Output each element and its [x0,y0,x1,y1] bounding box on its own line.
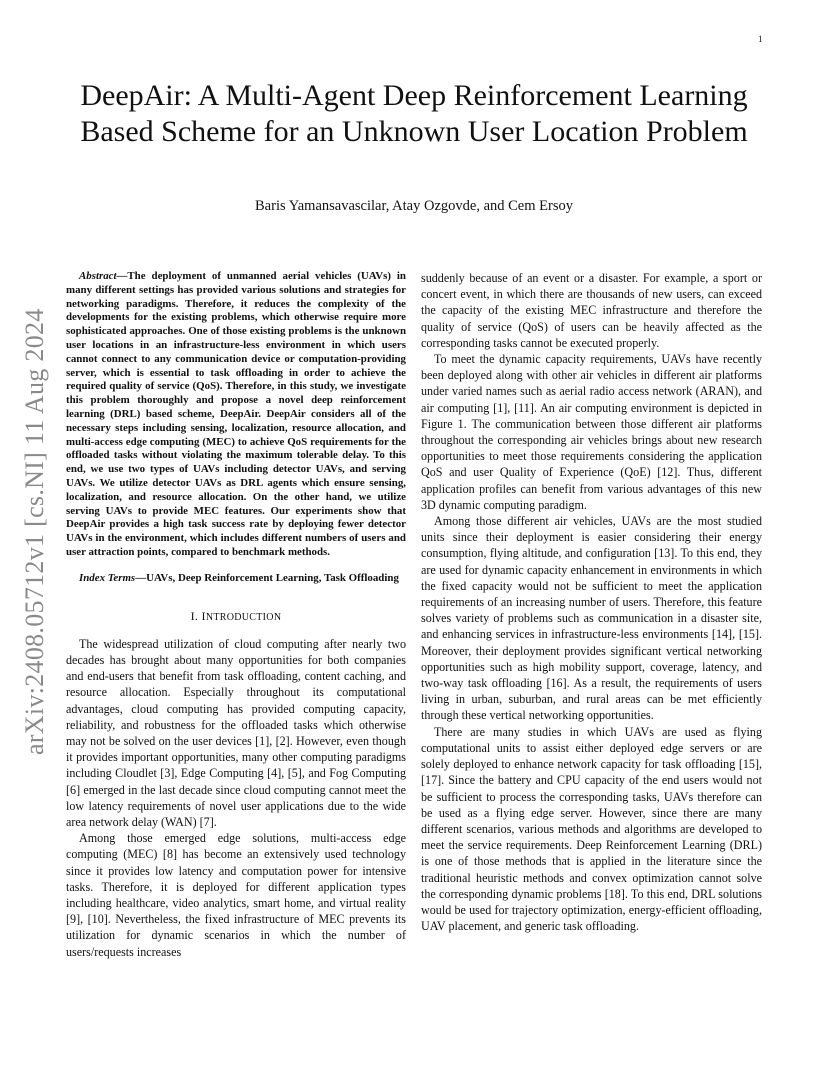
index-terms-text: —UAVs, Deep Reinforcement Learning, Task Offloading [135,571,399,584]
body-paragraph: suddenly because of an event or a disaster. For example, a sport or concert event, in which there are thousands of new users, can exceed the capacity of the existing MEC infrastructure and therefore the quality of service (QoS) of users can be heavily affected as the corresponding tasks cannot be executed properly. [421,271,762,350]
right-column [421,270,762,934]
body-paragraph: There are many studies in which UAVs are used as flying computational units to assist either deployed edge servers or are solely deployed to enhance network capacity for task offloading [15], [17]. Since the battery and CPU capacity of the end users would not be sufficient to process the corresponding tasks, UAVs therefore can be used as a flying edge server. However, since there are many different scenarios, various methods and algorithms are developed to meet the service requirements. Deep Reinforcement Learning (DRL) is one of those methods that is applied in the literature since the traditional heuristic methods and convex optimization cannot solve the corresponding dynamic problems [18]. To this end, DRL solutions would be used for trajectory optimization, energy-efficient offloading, UAV placement, and generic task offloading. [421,724,762,934]
section-title-rest: NTRODUCTION [205,611,282,623]
author-list: Baris Yamansavascilar, Atay Ozgovde, and Cem Ersoy [255,198,573,214]
abstract-text: —The deployment of unmanned aerial vehicles (UAVs) in many different settings has provided various solutions and strategies for networking paradigms. Therefore, it reduces the complexity of the developments for the existing problems, which otherwise require more sophisticated approaches. One of those existing problems is the unknown user locations in an infrastructure-less environment in which users cannot connect to any communication device or computation-providing server, which is essential to task offloading in order to achieve the required quality of service (QoS). Therefore, in this study, we investigate this problem thoroughly and propose a novel deep reinforcement learning (DRL) based scheme, DeepAir. DeepAir considers all of the necessary steps including sensing, localization, resource allocation, and multi-access edge computing (MEC) to achieve QoS requirements for the offloaded tasks without violating the maximum tolerable delay. To this end, we use two types of UAVs including detector UAVs, and serving UAVs. We utilize detector UAVs as DRL agents which ensure sensing, localization, and resource allocation. On the other hand, we utilize serving UAVs to provide MEC features. Our experiments show that DeepAir provides a high task success rate by deploying fewer detector UAVs in the environment, which includes different numbers of users and user attraction points, compared to benchmark methods. [66,270,406,558]
section-numeral: I. [190,608,202,623]
intro-paragraph: Among those emerged edge solutions, multi-access edge computing (MEC) [8] has become an extensively used technology since it provides low latency and computation power for intensive tasks. Therefore, it is deployed for different application types including healthcare, video analytics, smart home, and virtual reality [9], [10]. Nevertheless, the fixed infrastructure of MEC prevents its utilization for dynamic scenarios in which the number of users/requests increases [66,831,406,959]
index-terms-label: Index Terms [79,571,136,584]
arxiv-identifier-stamp: arXiv:2408.05712v1 [cs.NI] 11 Aug 2024 [20,308,49,755]
paper-title: DeepAir: A Multi-Agent Deep Reinforcement Learning Based Scheme for an Unknown User Location Problem [80,79,748,148]
body-paragraph: To meet the dynamic capacity requirements, UAVs have recently been deployed along with other air vehicles in different air platforms under varied names such as aerial radio access network (ARAN), and air computing [1], [11]. An air computing environment is depicted in Figure 1. The communication between those different air platforms throughout the corresponding air vehicles brings about new research opportunities to meet those requirements considering the application QoS and user Quality of Experience (QoE) [12]. Thus, different application profiles can benefit from various advantages of this new 3D dynamic computing paradigm. [421,352,762,512]
intro-paragraph: The widespread utilization of cloud computing after nearly two decades has brought about many opportunities for both companies and end-users that benefit from task offloading, content caching, and resource allocation. Especially throughout its computational advantages, cloud computing has provided computing capacity, reliability, and robustness for the offloaded tasks which otherwise may not be solved on the user devices [1], [2]. However, even though it provides important opportunities, many other computing paradigms including Cloudlet [3], Edge Computing [4], [5], and Fog Computing [6] emerged in the last decade since cloud computing cannot meet the low latency requirements of novel user applications due to the wide area network delay (WAN) [7]. [66,636,406,829]
page-number: 1 [758,34,763,44]
left-column [66,270,406,960]
body-paragraph: Among those different air vehicles, UAVs are the most studied units since their deployment is easier considering their energy consumption, flying altitude, and configuration [13]. To this end, they are used for dynamic capacity enhancement in environments in which the fixed capacity would not be sufficient to meet the application requirements of an increasing number of users. Therefore, this feature solves variety of problems such as communication in a disaster site, and enhancing services in infrastructure-less environments [14], [15]. Moreover, their deployment provides significant vertical networking opportunities such as high mobility support, coverage, latency, and two-way task offloading [16]. As a result, the requirements of users living in urban, suburban, and rural areas can be met efficiently through these vertical networking opportunities. [421,514,762,723]
abstract-label: Abstract [79,270,117,282]
section-first-letter: I [201,608,206,623]
abstract [66,270,406,560]
section-heading-introduction [66,608,406,626]
index-terms [66,572,406,586]
